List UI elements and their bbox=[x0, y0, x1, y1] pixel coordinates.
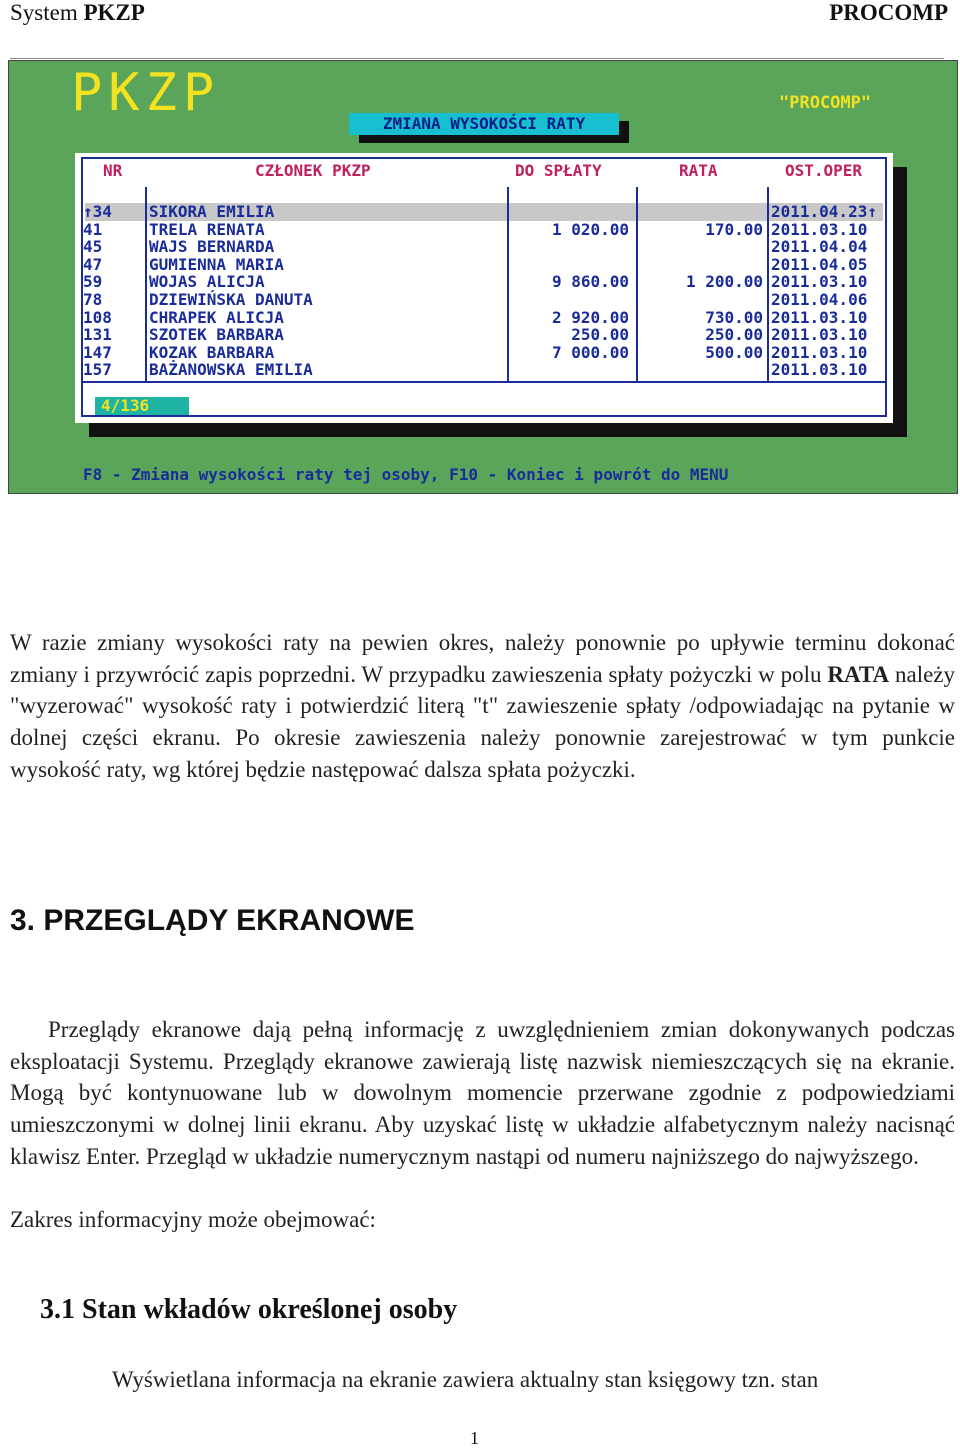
cell-rate[interactable] bbox=[639, 361, 763, 379]
cell-rate[interactable]: 170.00 bbox=[705, 219, 763, 239]
cell-member[interactable]: WAJS BERNARDA bbox=[149, 237, 275, 257]
column-rate bbox=[639, 203, 763, 379]
cell-nr[interactable]: 78 bbox=[83, 289, 103, 309]
cell-rate[interactable]: 250.00 bbox=[705, 325, 763, 345]
paragraph-screen-reviews: Przeglądy ekranowe dają pełną informację z uwzględnieniem zmian dokonywanych podczas eksploatacji Systemu. Przeglądy ekranowe zawierają listę nazwisk niemieszczących się na ekranie. Mogą być kontynuowane lub w dowolnym momencie przerwane zgodnie z podpowiedziami umieszczonymi w dolnej linii ekranu. Aby uzyskać listę w układzie alfabetycznym należy nacisnąć klawisz Enter. Przegląd w układzie numerycznym nastąpi od numeru najniższego do najwyższego. bbox=[10, 1017, 955, 1169]
cell-nr[interactable]: 147 bbox=[83, 342, 112, 362]
cell-nr[interactable]: ↑34 bbox=[83, 202, 112, 221]
cell-last-operation[interactable]: 2011.03.10 bbox=[771, 342, 868, 362]
status-f8-hint: F8 - Zmiana wysokości raty tej osoby, bbox=[83, 465, 440, 484]
column-header-member: CZŁONEK PKZP bbox=[255, 161, 371, 180]
cell-member[interactable]: SZOTEK BARBARA bbox=[149, 325, 284, 345]
cell-last-operation[interactable]: 2011.03.10 bbox=[771, 325, 868, 345]
paragraph-contributions: Wyświetlana informacja na ekranie zawiera aktualny stan księgowy tzn. stan bbox=[112, 1367, 819, 1392]
field-name-rata: RATA bbox=[827, 661, 890, 687]
cell-rate[interactable] bbox=[639, 291, 763, 309]
cell-last-operation[interactable]: 2011.04.04 bbox=[771, 237, 868, 257]
cell-balance[interactable]: 1 020.00 bbox=[551, 219, 629, 239]
cell-balance[interactable] bbox=[509, 238, 629, 256]
section-3-heading: 3. PRZEGLĄDY EKRANOWE bbox=[10, 904, 415, 937]
column-member bbox=[149, 203, 499, 379]
section-3-1-heading: 3.1 Stan wkładów określonej osoby bbox=[40, 1294, 458, 1325]
cell-balance[interactable]: 9 860.00 bbox=[551, 272, 629, 292]
cell-rate[interactable] bbox=[639, 238, 763, 256]
column-header-rate: RATA bbox=[679, 161, 718, 180]
screen-title: ZMIANA WYSOKOŚCI RATY bbox=[349, 113, 619, 135]
cell-rate[interactable]: 730.00 bbox=[705, 307, 763, 327]
cell-balance[interactable]: 7 000.00 bbox=[551, 342, 629, 362]
cell-member[interactable]: TRELA RENATA bbox=[149, 219, 265, 239]
pkzp-logo: PKZP bbox=[71, 63, 221, 123]
cell-rate[interactable]: 500.00 bbox=[705, 342, 763, 362]
paragraph-rate-change: W razie zmiany wysokości raty na pewien okres, należy ponownie po upływie terminu dokonać zmiany i przywrócić zapis poprzedni. W przypadku zawieszenia spłaty pożyczki w polu RATA należy "wyzerować" wysokość raty i potwierdzić literą "t" zawieszenie spłaty /odpowiadając na pytanie w dolnej części ekranu. Po okresie zawieszenia należy ponownie zarejestrować w tym punkcie wysokość raty, wg której będzie następować dalsza spłata pożyczki. bbox=[10, 630, 956, 782]
cell-last-operation[interactable]: 2011.03.10 bbox=[771, 360, 868, 380]
header-company: PROCOMP bbox=[829, 0, 948, 25]
cell-member[interactable]: CHRAPEK ALICJA bbox=[149, 307, 284, 327]
cell-nr[interactable]: 59 bbox=[83, 272, 103, 292]
header-rule bbox=[10, 58, 944, 59]
cell-member[interactable]: GUMIENNA MARIA bbox=[149, 254, 284, 274]
table-frame bbox=[81, 157, 887, 417]
cell-last-operation[interactable]: 2011.04.23↑ bbox=[771, 202, 877, 221]
cell-nr[interactable]: 41 bbox=[83, 219, 103, 239]
cell-last-operation[interactable]: 2011.04.06 bbox=[771, 289, 868, 309]
procomp-brand: "PROCOMP" bbox=[779, 93, 872, 113]
cell-balance[interactable] bbox=[509, 361, 629, 379]
page-number: 1 bbox=[470, 1428, 479, 1448]
status-bar bbox=[9, 465, 957, 484]
cell-balance[interactable] bbox=[509, 256, 629, 274]
cell-nr[interactable]: 47 bbox=[83, 254, 103, 274]
column-balance bbox=[509, 203, 629, 379]
column-divider bbox=[636, 187, 638, 383]
cell-nr[interactable]: 131 bbox=[83, 325, 112, 345]
header-system-label: System PKZP bbox=[10, 0, 145, 25]
cell-member[interactable]: DZIEWIŃSKA DANUTA bbox=[149, 289, 313, 309]
paragraph-scope: Zakres informacyjny może obejmować: bbox=[10, 1207, 376, 1232]
cell-last-operation[interactable]: 2011.03.10 bbox=[771, 219, 868, 239]
cell-nr[interactable]: 157 bbox=[83, 360, 112, 380]
cell-balance[interactable] bbox=[509, 203, 629, 221]
cell-last-operation[interactable]: 2011.03.10 bbox=[771, 272, 868, 292]
cell-balance[interactable]: 2 920.00 bbox=[551, 307, 629, 327]
dos-screen bbox=[8, 60, 958, 494]
cell-member[interactable]: SIKORA EMILIA bbox=[149, 202, 275, 221]
cell-rate[interactable]: 1 200.00 bbox=[685, 272, 763, 292]
column-header-balance: DO SPŁATY bbox=[515, 161, 602, 180]
column-divider bbox=[145, 187, 147, 383]
members-table bbox=[75, 153, 893, 423]
cell-member[interactable]: WOJAS ALICJA bbox=[149, 272, 265, 292]
column-header-nr: NR bbox=[103, 161, 123, 180]
cell-last-operation[interactable]: 2011.03.10 bbox=[771, 307, 868, 327]
cell-last-operation[interactable]: 2011.04.05 bbox=[771, 254, 868, 274]
cell-balance[interactable]: 250.00 bbox=[571, 325, 629, 345]
column-divider bbox=[767, 187, 769, 383]
column-header-last-operation: OST.OPER bbox=[785, 161, 863, 180]
header-system-name: PKZP bbox=[83, 0, 145, 25]
cell-rate[interactable] bbox=[639, 256, 763, 274]
cell-rate[interactable] bbox=[639, 203, 763, 221]
table-footer-divider bbox=[83, 381, 885, 383]
status-f10-hint: F10 - Koniec i powrót do MENU bbox=[449, 465, 729, 484]
cell-nr[interactable]: 108 bbox=[83, 307, 112, 327]
cell-member[interactable]: KOZAK BARBARA bbox=[149, 342, 275, 362]
cell-nr[interactable]: 45 bbox=[83, 237, 103, 257]
record-counter: 4/136 bbox=[95, 397, 189, 415]
cell-member[interactable]: BAŻANOWSKA EMILIA bbox=[149, 360, 313, 380]
column-last-operation bbox=[771, 203, 891, 379]
column-nr bbox=[83, 203, 143, 379]
cell-balance[interactable] bbox=[509, 291, 629, 309]
